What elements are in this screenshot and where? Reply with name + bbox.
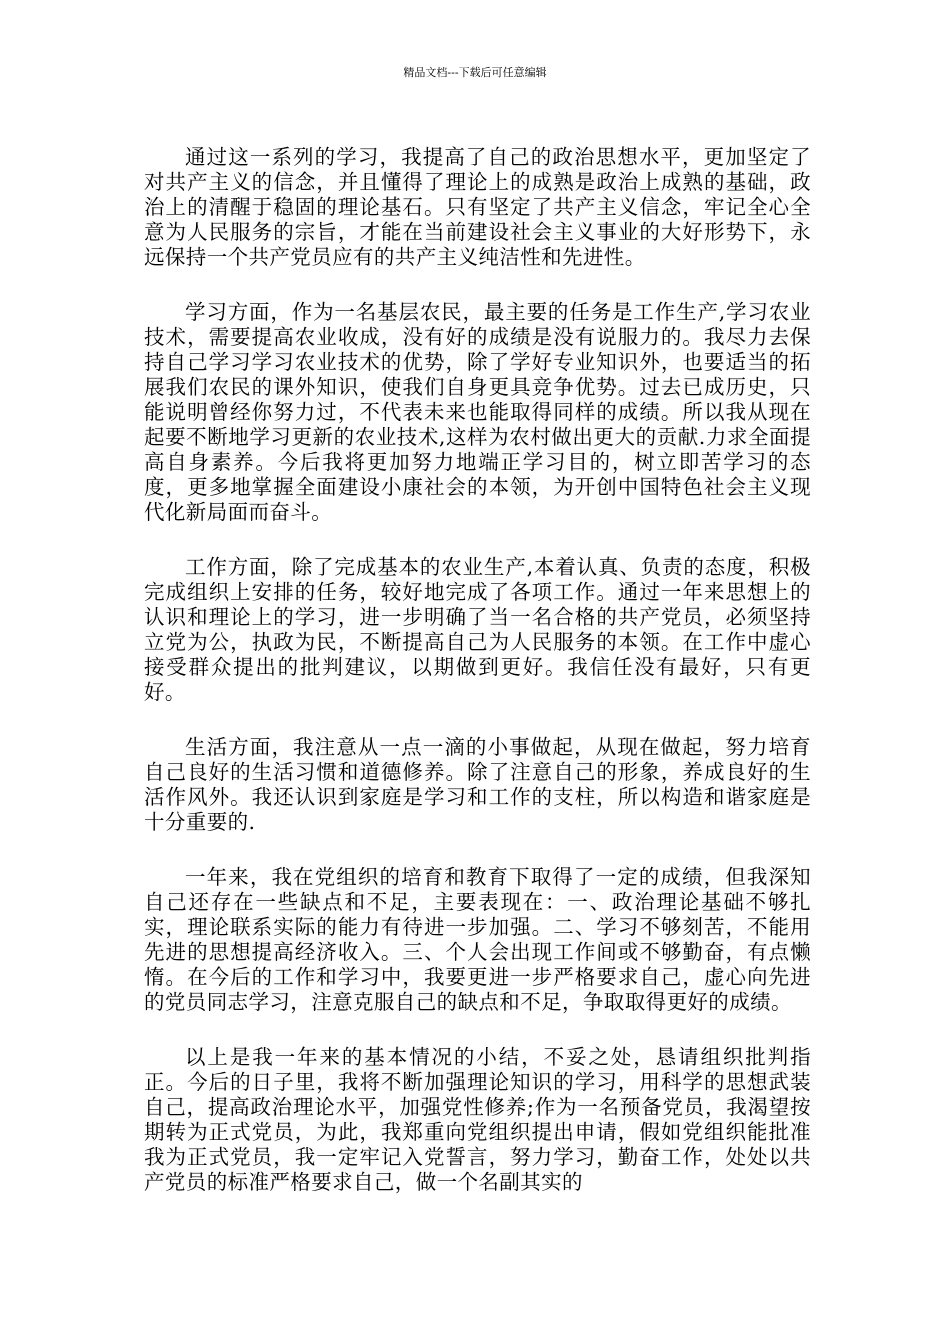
paragraph-political-study: 通过这一系列的学习，我提高了自己的政治思想水平，更加坚定了对共产主义的信念，并且懂得了理论上的成熟是政治上成熟的基础，政治上的清醒于稳固的理论基石。只有坚定了共产主义信念，牢记全心全意为人民服务的宗旨，才能在当前建设社会主义事业的大好形势下，永远保持一个共产党员应有的共产主义纯洁性和先进性。 — [144, 145, 811, 269]
paragraph-conclusion: 以上是我一年来的基本情况的小结，不妥之处，恳请组织批判指正。今后的日子里，我将不断加强理论知识的学习，用科学的思想武装自己，提高政治理论水平，加强党性修养;作为一名预备党员，我渴望按期转为正式党员，为此，我郑重向党组织提出申请，假如党组织能批准我为正式党员，我一定牢记入党誓言，努力学习，勤奋工作，处处以共产党员的标准严格要求自己，做一个名副其实的 — [144, 1045, 811, 1194]
document-body — [144, 145, 811, 1225]
paragraph-shortcomings: 一年来，我在党组织的培育和教育下取得了一定的成绩，但我深知自己还存在一些缺点和不足，主要表现在：一、政治理论基础不够扎实，理论联系实际的能力有待进一步加强。二、学习不够刻苦，不能用先进的思想提高经济收入。三、个人会出现工作间或不够勤奋，有点懒惰。在今后的工作和学习中，我要更进一步严格要求自己，虚心向先进的党员同志学习，注意克服自己的缺点和不足，争取取得更好的成绩。 — [144, 865, 811, 1014]
paragraph-work: 工作方面，除了完成基本的农业生产,本着认真、负责的态度，积极完成组织上安排的任务，较好地完成了各项工作。通过一年来思想上的认识和理论上的学习，进一步明确了当一名合格的共产党员，必须坚持立党为公，执政为民，不断提高自己为人民服务的本领。在工作中虚心接受群众提出的批判建议，以期做到更好。我信任没有最好，只有更好。 — [144, 555, 811, 704]
paragraph-study: 学习方面，作为一名基层农民，最主要的任务是工作生产,学习农业技术，需要提高农业收成，没有好的成绩是没有说服力的。我尽力去保持自己学习学习农业技术的优势，除了学好专业知识外，也要适当的拓展我们农民的课外知识，使我们自身更具竞争优势。过去已成历史，只能说明曾经你努力过，不代表未来也能取得同样的成绩。所以我从现在起要不断地学习更新的农业技术,这样为农村做出更大的贡献.力求全面提高自身素养。今后我将更加努力地端正学习目的，树立即苦学习的态度，更多地掌握全面建设小康社会的本领，为开创中国特色社会主义现代化新局面而奋斗。 — [144, 300, 811, 524]
paragraph-life: 生活方面，我注意从一点一滴的小事做起，从现在做起，努力培育自己良好的生活习惯和道德修养。除了注意自己的形象，养成良好的生活作风外。我还认识到家庭是学习和工作的支柱，所以构造和谐家庭是十分重要的. — [144, 735, 811, 834]
page-header: 精品文档---下载后可任意编辑 — [403, 66, 547, 79]
